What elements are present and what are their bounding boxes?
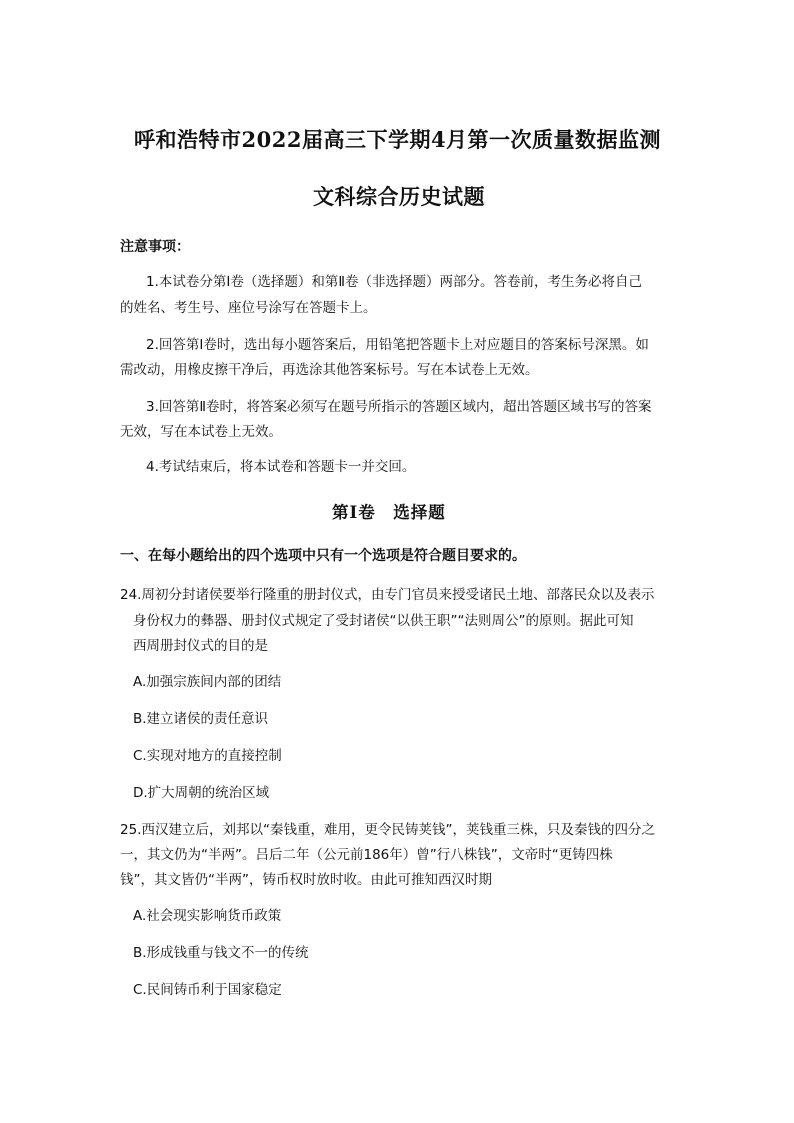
question-24-stem-line-2: 身份权力的彝器、册封仪式规定了受封诸侯“以供王职”“法则周公”的原则。据此可知 xyxy=(133,613,634,629)
question-24-option-c: C.实现对地方的直接控制 xyxy=(133,748,282,764)
question-24-option-d: D.扩大周朝的统治区域 xyxy=(133,785,270,801)
question-25-option-a: A.社会现实影响货币政策 xyxy=(133,908,282,924)
question-24-stem-line-1: 24.周初分封诸侯要举行隆重的册封仪式，由专门官员来授受诸民土地、部落民众以及表示 xyxy=(120,587,655,603)
exam-title: 呼和浩特市2022届高三下学期4月第一次质量数据监测 xyxy=(134,127,662,152)
question-25-stem-line-1: 25.西汉建立后，刘邦以“秦钱重，难用，更令民铸荚钱”，荚钱重三株，只及秦钱的四分之 xyxy=(120,822,655,838)
notice-item-3-line-1: 3.回答第Ⅱ卷时，将答案必须写在题号所指示的答题区域内，超出答题区域书写的答案 xyxy=(146,399,652,415)
question-25-option-b: B.形成钱重与钱文不一的传统 xyxy=(133,945,309,961)
notice-heading: 注意事项： xyxy=(120,239,190,255)
question-25-stem-line-2: 一，其文仍为“半两”。吕后二年（公元前186年）曾”行八株钱”，文帝时“更铸四株 xyxy=(120,847,613,863)
notice-item-3-line-2: 无效，写在本试卷上无效。 xyxy=(120,424,282,440)
section-instruction: 一、在每小题给出的四个选项中只有一个选项是符合题目要求的。 xyxy=(120,548,526,564)
exam-subtitle: 文科综合历史试题 xyxy=(313,184,485,209)
notice-item-2-line-1: 2.回答第Ⅰ卷时，选出每小题答案后，用铅笔把答题卡上对应题目的答案标号深黑。如 xyxy=(146,337,649,353)
notice-item-2-line-2: 需改动，用橡皮擦干净后，再选涂其他答案标号。写在本试卷上无效。 xyxy=(120,362,539,378)
notice-item-4-line-1: 4.考试结束后，将本试卷和答题卡一并交回。 xyxy=(146,459,416,475)
notice-item-1-line-2: 的姓名、考生号、座位号涂写在答题卡上。 xyxy=(120,300,377,316)
question-25-stem-line-3: 钱”，其文皆仍“半两”，铸币权时放时收。由此可推知西汉时期 xyxy=(120,872,492,888)
question-24-option-a: A.加强宗族间内部的团结 xyxy=(133,674,282,690)
question-25-option-c: C.民间铸币利于国家稳定 xyxy=(133,982,282,998)
notice-item-1-line-1: 1.本试卷分第Ⅰ卷（选择题）和第Ⅱ卷（非选择题）两部分。答卷前，考生务必将自己 xyxy=(146,274,643,290)
question-24-stem-line-3: 西周册封仪式的目的是 xyxy=(133,638,268,654)
section-title: 第Ⅰ卷 选择题 xyxy=(332,503,446,522)
question-24-option-b: B.建立诸侯的责任意识 xyxy=(133,711,269,727)
